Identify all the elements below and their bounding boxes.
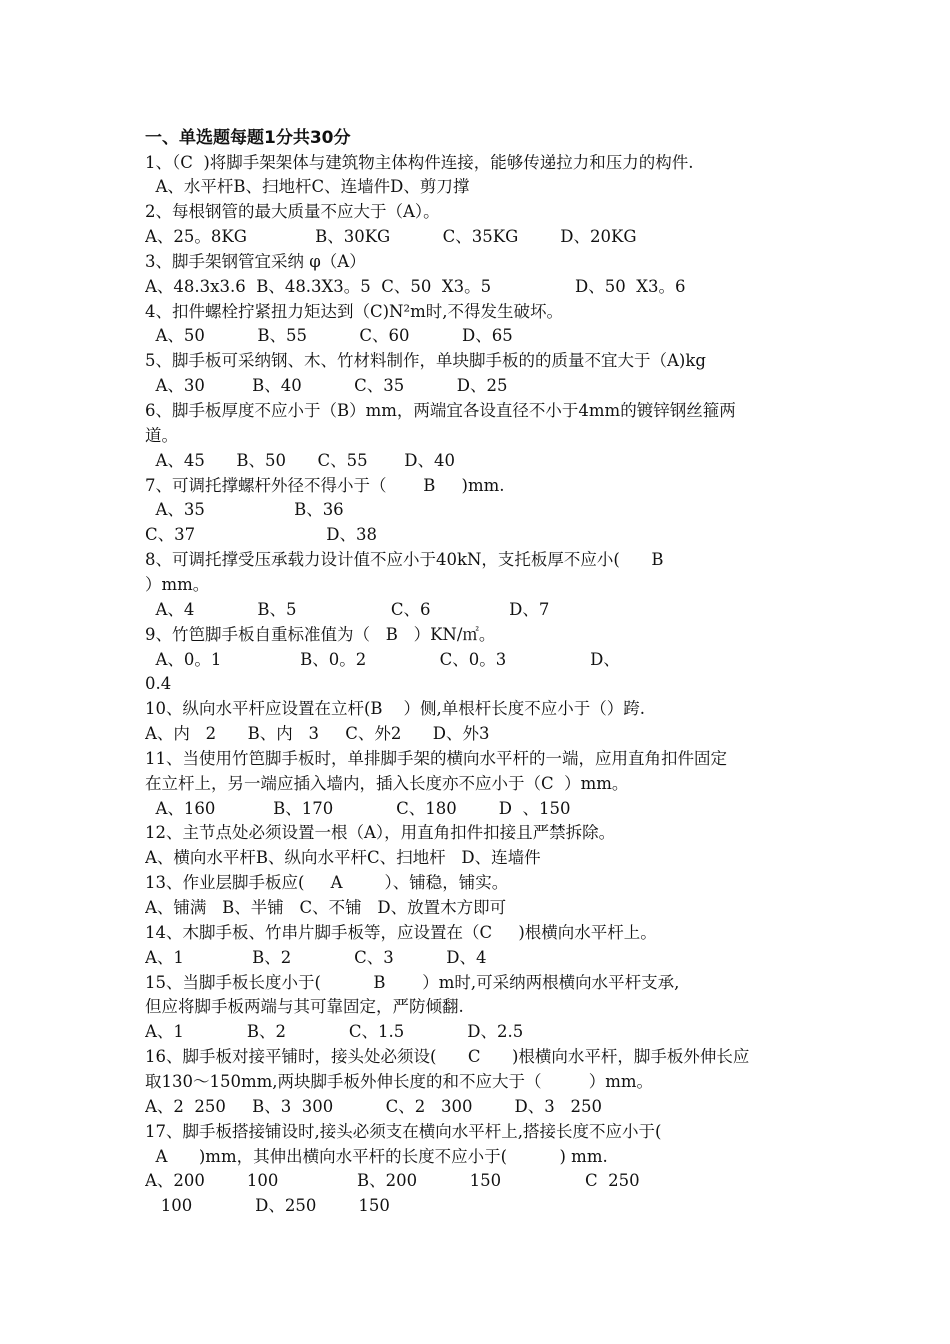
question-line: 5、脚手板可采纳钢、木、竹材料制作，单块脚手板的的质量不宜大于（A)kg xyxy=(145,351,706,371)
question-line: A、横向水平杆B、纵向水平杆C、扫地杆 D、连墙件 xyxy=(145,848,541,868)
question-line: A、25。8KG B、30KG C、35KG D、20KG xyxy=(145,227,637,247)
question-line: 100 D、250 150 xyxy=(145,1196,390,1216)
question-line: A、30 B、40 C、35 D、25 xyxy=(145,376,508,396)
question-line: 但应将脚手板两端与其可靠固定，严防倾翻. xyxy=(145,997,464,1017)
section-title: 一、单选题每题1分共30分 xyxy=(145,128,351,148)
question-line: 道。 xyxy=(145,425,178,445)
question-line: 17、脚手板搭接铺设时,接头必须支在横向水平杆上,搭接长度不应小于( xyxy=(145,1121,662,1141)
question-line: A、50 B、55 C、60 D、65 xyxy=(145,326,513,346)
question-line: A、4 B、5 C、6 D、7 xyxy=(145,599,550,619)
question-line: 1、（C )将脚手架架体与建筑物主体构件连接，能够传递拉力和压力的构件. xyxy=(145,152,694,172)
question-line: A、2 250 B、3 300 C、2 300 D、3 250 xyxy=(145,1096,602,1116)
question-line: 16、脚手板对接平铺时，接头处必须设( C )根横向水平杆，脚手板外伸长应 xyxy=(145,1047,750,1067)
question-line: 12、主节点处必须设置一根（A），用直角扣件扣接且严禁拆除。 xyxy=(145,823,616,843)
question-line: 取130～150mm,两块脚手板外伸长度的和不应大于（ ）mm。 xyxy=(145,1071,654,1091)
question-line: A、35 B、36 xyxy=(145,500,344,520)
question-line: ）mm。 xyxy=(145,574,210,594)
question-line: 7、可调托撑螺杆外径不得小于（ B )mm. xyxy=(145,475,505,495)
question-line: 2、每根钢管的最大质量不应大于（A）。 xyxy=(145,202,440,222)
question-line: 9、竹笆脚手板自重标准值为（ B ）KN/㎡。 xyxy=(145,624,496,644)
question-line: A、水平杆B、扫地杆C、连墙件D、剪刀撑 xyxy=(145,177,470,197)
question-line: A、1 B、2 C、1.5 D、2.5 xyxy=(145,1022,524,1042)
question-line: A、内 2 B、内 3 C、外2 D、外3 xyxy=(145,724,490,744)
question-line: C、37 D、38 xyxy=(145,525,377,545)
question-line: 15、当脚手板长度小于( B ）m时,可采纳两根横向水平杆支承, xyxy=(145,972,680,992)
question-line: A、160 B、170 C、180 D 、150 xyxy=(145,798,571,818)
question-line: 0.4 xyxy=(145,674,172,694)
question-line: 6、脚手板厚度不应小于（B）mm，两端宜各设直径不小于4mm的镀锌钢丝箍两 xyxy=(145,401,736,420)
question-line: A、45 B、50 C、55 D、40 xyxy=(145,450,456,470)
question-line: 14、木脚手板、竹串片脚手板等，应设置在（C )根横向水平杆上。 xyxy=(145,922,657,942)
question-line: A、0。1 B、0。2 C、0。3 D、 xyxy=(145,649,620,669)
question-line: 在立杆上，另一端应插入墙内，插入长度亦不应小于（C ）mm。 xyxy=(145,773,629,793)
question-line: 11、当使用竹笆脚手板时，单排脚手架的横向水平杆的一端，应用直角扣件固定 xyxy=(145,748,727,768)
question-line: 10、纵向水平杆应设置在立杆(B ）侧,单根杆长度不应小于（）跨. xyxy=(145,699,646,719)
question-line: A、48.3x3.6 B、48.3X3。5 C、50 X3。5 D、50 X3。6 xyxy=(145,276,686,296)
question-line: A、铺满 B、半铺 C、不铺 D、放置木方即可 xyxy=(145,898,507,917)
question-line: 13、作业层脚手板应( A ）、铺稳，铺实。 xyxy=(145,873,509,893)
question-line: 8、可调托撑受压承载力设计值不应小于40kN，支托板厚不应小( B xyxy=(145,550,664,570)
question-line: 4、扣件螺栓拧紧扭力矩达到（C)N²m时,不得发生破坏。 xyxy=(145,301,564,321)
question-line: 3、脚手架钢管宜采纳 φ（A） xyxy=(145,251,366,271)
question-line: A、1 B、2 C、3 D、4 xyxy=(145,947,487,967)
question-line: A )mm，其伸出横向水平杆的长度不应小于( ) mm. xyxy=(145,1146,608,1166)
question-line: A、200 100 B、200 150 C 250 xyxy=(145,1171,640,1191)
